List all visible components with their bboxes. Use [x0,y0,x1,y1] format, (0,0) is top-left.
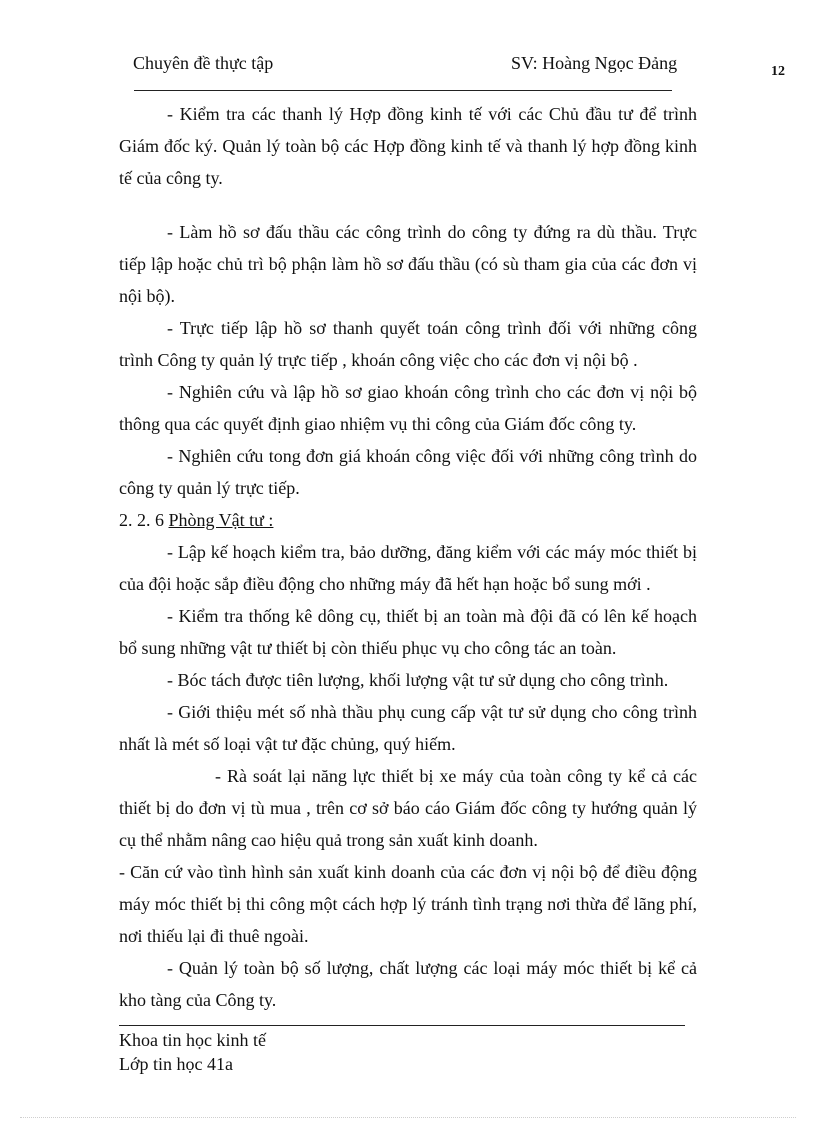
paragraph: - Quản lý toàn bộ số lượng, chất lượng các loại máy móc thiết bị kể cả kho tàng của Công ty. [119,958,697,1010]
paragraph: - Rà soát lại năng lực thiết bị xe máy của toàn công ty kể cả các thiết bị do đơn vị tù mua , trên cơ sở báo cáo Giám đốc công ty hướng quản lý cụ thể nhằm nâng cao hiệu quả trong sản xuất kinh doanh. [119,766,697,850]
paragraph: - Nghiên cứu và lập hồ sơ giao khoán công trình cho các đơn vị nội bộ thông qua các quyết định giao nhiệm vụ thi công của Giám đốc công ty. [119,382,697,434]
paragraph: - Giới thiệu mét số nhà thầu phụ cung cấp vật tư sử dụng cho công trình nhất là mét số loại vật tư đặc chủng, quý hiếm. [119,702,697,754]
footer-divider [119,1025,685,1026]
page-edge-divider [20,1117,796,1118]
footer-faculty: Khoa tin học kinh tế [119,1030,266,1050]
footer-class: Lớp tin học 41a [119,1054,233,1074]
paragraph: - Nghiên cứu tong đơn giá khoán công việc đối với những công trình do công ty quản lý trực tiếp. [119,446,697,498]
paragraph: - Căn cứ vào tình hình sản xuất kinh doanh của các đơn vị nội bộ để điều động máy móc thiết bị thi công một cách hợp lý tránh tình trạng nơi thừa để lãng phí, nơi thiếu lại đi thuê ngoài. [119,862,697,946]
paragraph: - Kiểm tra thống kê dông cụ, thiết bị an toàn mà đội đã có lên kế hoạch bổ sung những vật tư thiết bị còn thiếu phục vụ cho công tác an toàn. [119,606,697,658]
header-title: Chuyên đề thực tập [133,53,274,73]
footer [119,1028,266,1076]
section-title: Phòng Vật tư : [168,510,274,530]
paragraph: - Bóc tách được tiên lượng, khối lượng vật tư sử dụng cho công trình. [167,670,669,690]
paragraph: - Trực tiếp lập hồ sơ thanh quyết toán công trình đối với những công trình Công ty quản lý trực tiếp , khoán công việc cho các đơn vị nội bộ . [119,318,697,370]
paragraph: - Làm hồ sơ đấu thầu các công trình do công ty đứng ra dù thầu. Trực tiếp lập hoặc chủ trì bộ phận làm hồ sơ đấu thầu (có sù tham gia của các đơn vị nội bộ). [119,222,697,306]
document-body [119,98,697,1016]
header-student: SV: Hoàng Ngọc Đảng [511,53,678,73]
section-heading [119,504,697,536]
paragraph: - Lập kế hoạch kiểm tra, bảo dưỡng, đăng kiểm với các máy móc thiết bị của đội hoặc sắp điều động cho những máy đã hết hạn hoặc bổ sung mới . [119,542,697,594]
header-divider [134,90,672,91]
page-number: 12 [771,64,785,79]
section-number: 2. 2. 6 [119,510,169,530]
paragraph: - Kiểm tra các thanh lý Hợp đồng kinh tế với các Chủ đầu tư để trình Giám đốc ký. Quản lý toàn bộ các Hợp đồng kinh tế và thanh lý hợp đồng kinh tế của công ty. [119,104,697,188]
